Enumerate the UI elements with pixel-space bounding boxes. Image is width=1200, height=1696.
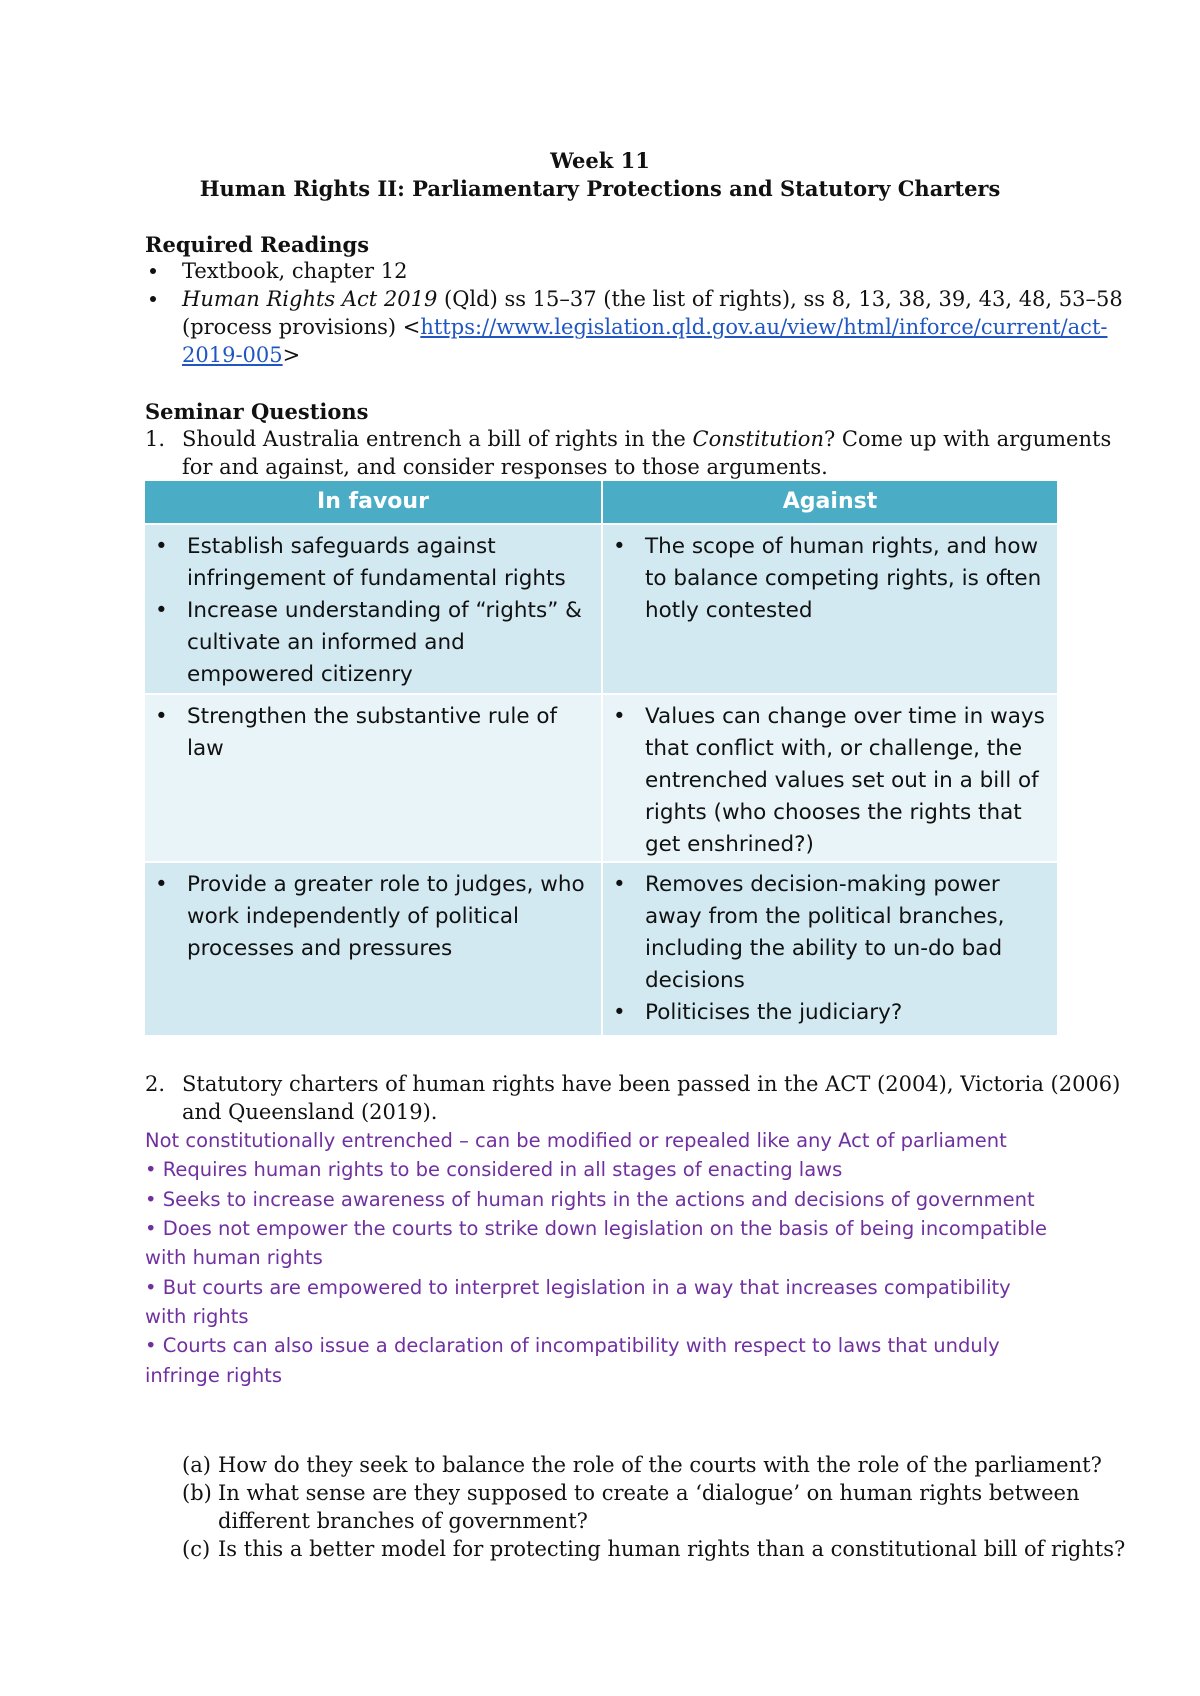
act-name: Human Rights Act 2019	[182, 287, 438, 311]
question-2-number: 2.	[145, 1072, 166, 1096]
week-label: Week 11	[550, 148, 650, 173]
reading-item-act-line3	[182, 343, 300, 367]
question-2-text-line2: and Queensland (2019).	[182, 1100, 438, 1124]
note-item-cont: with rights	[145, 1305, 249, 1328]
legislation-link-cont[interactable]: 2019-005	[182, 343, 283, 367]
note-item: • Does not empower the courts to strike down legislation on the basis of being incompatible	[145, 1217, 1048, 1240]
link-close-bracket: >	[282, 343, 301, 367]
table-row	[145, 863, 1057, 1035]
subquestion-c-label: (c)	[182, 1537, 211, 1561]
against-point: • Politicises the judiciary?	[603, 997, 1049, 1029]
header-against: Against	[782, 489, 878, 514]
favour-cell	[145, 701, 585, 765]
favour-point: • Strengthen the substantive rule of law	[145, 701, 585, 765]
process-provisions-text: (process provisions) <	[182, 315, 421, 339]
subquestion-b-text: In what sense are they supposed to create a ‘dialogue’ on human rights between	[218, 1481, 1080, 1505]
question-2-text: Statutory charters of human rights have been passed in the ACT (2004), Victoria (2006)	[182, 1072, 1121, 1096]
act-sections: (Qld) ss 15–37 (the list of rights), ss 8, 13, 38, 39, 43, 48, 53–58	[437, 287, 1123, 311]
question-1-text-line2: for and against, and consider responses to those arguments.	[182, 455, 828, 479]
note-not-entrenched: Not constitutionally entrenched – can be modified or repealed like any Act of parliament	[145, 1129, 1007, 1152]
bullet-icon	[150, 296, 156, 302]
subquestion-c-text: Is this a better model for protecting human rights than a constitutional bill of rights?	[218, 1537, 1126, 1561]
q1-text-part2: ? Come up with arguments	[823, 427, 1112, 451]
note-item: • Seeks to increase awareness of human rights in the actions and decisions of government	[145, 1188, 1035, 1211]
column-divider	[601, 695, 603, 861]
note-item-cont: infringe rights	[145, 1364, 282, 1387]
favour-cell	[145, 531, 585, 691]
subquestion-b-text-line2: different branches of government?	[218, 1509, 588, 1533]
q1-text-part1: Should Australia entrench a bill of rights in the	[182, 427, 693, 451]
against-cell	[603, 869, 1049, 1029]
q1-constitution: Constitution	[692, 427, 824, 451]
against-cell	[603, 531, 1049, 627]
readings-heading: Required Readings	[145, 232, 370, 257]
note-item-cont: with human rights	[145, 1246, 323, 1269]
table-row	[145, 525, 1057, 693]
against-cell	[603, 701, 1049, 861]
table-header	[145, 481, 1057, 523]
note-item: • But courts are empowered to interpret legislation in a way that increases compatibility	[145, 1276, 1011, 1299]
favour-point: • Establish safeguards against infringement of fundamental rights	[145, 531, 585, 595]
reading-item-act	[182, 287, 1123, 311]
subquestion-a-label: (a)	[182, 1453, 211, 1477]
seminar-heading: Seminar Questions	[145, 399, 369, 424]
column-divider	[601, 863, 603, 1035]
column-divider	[601, 525, 603, 693]
header-divider	[601, 481, 603, 523]
reading-item-textbook: Textbook, chapter 12	[182, 259, 408, 283]
favour-point: • Increase understanding of “rights” & cultivate an informed and empowered citizenry	[145, 595, 585, 691]
document-title: Human Rights II: Parliamentary Protections and Statutory Charters	[199, 176, 1001, 201]
question-1-number: 1.	[145, 427, 166, 451]
table-row	[145, 695, 1057, 861]
favour-cell	[145, 869, 585, 965]
note-item: • Courts can also issue a declaration of incompatibility with respect to laws that unduly	[145, 1334, 1000, 1357]
note-item: • Requires human rights to be considered in all stages of enacting laws	[145, 1158, 843, 1181]
subquestion-a-text: How do they seek to balance the role of the courts with the role of the parliament?	[218, 1453, 1102, 1477]
bullet-icon	[150, 268, 156, 274]
header-in-favour: In favour	[317, 489, 429, 514]
against-point: • The scope of human rights, and how to balance competing rights, is often hotly contested	[603, 531, 1049, 627]
reading-item-act-line2	[182, 315, 1107, 339]
favour-point: • Provide a greater role to judges, who work independently of political processes and pressures	[145, 869, 585, 965]
arguments-table	[145, 481, 1057, 1035]
subquestion-b-label: (b)	[182, 1481, 212, 1505]
question-1-text	[182, 427, 1111, 451]
against-point: • Values can change over time in ways that conflict with, or challenge, the entrenched values set out in a bill of rights (who chooses the rights that get enshrined?)	[603, 701, 1049, 861]
legislation-link[interactable]: https://www.legislation.qld.gov.au/view/html/inforce/current/act-	[420, 315, 1108, 339]
against-point: • Removes decision-making power away from the political branches, including the ability to un-do bad decisions	[603, 869, 1049, 997]
